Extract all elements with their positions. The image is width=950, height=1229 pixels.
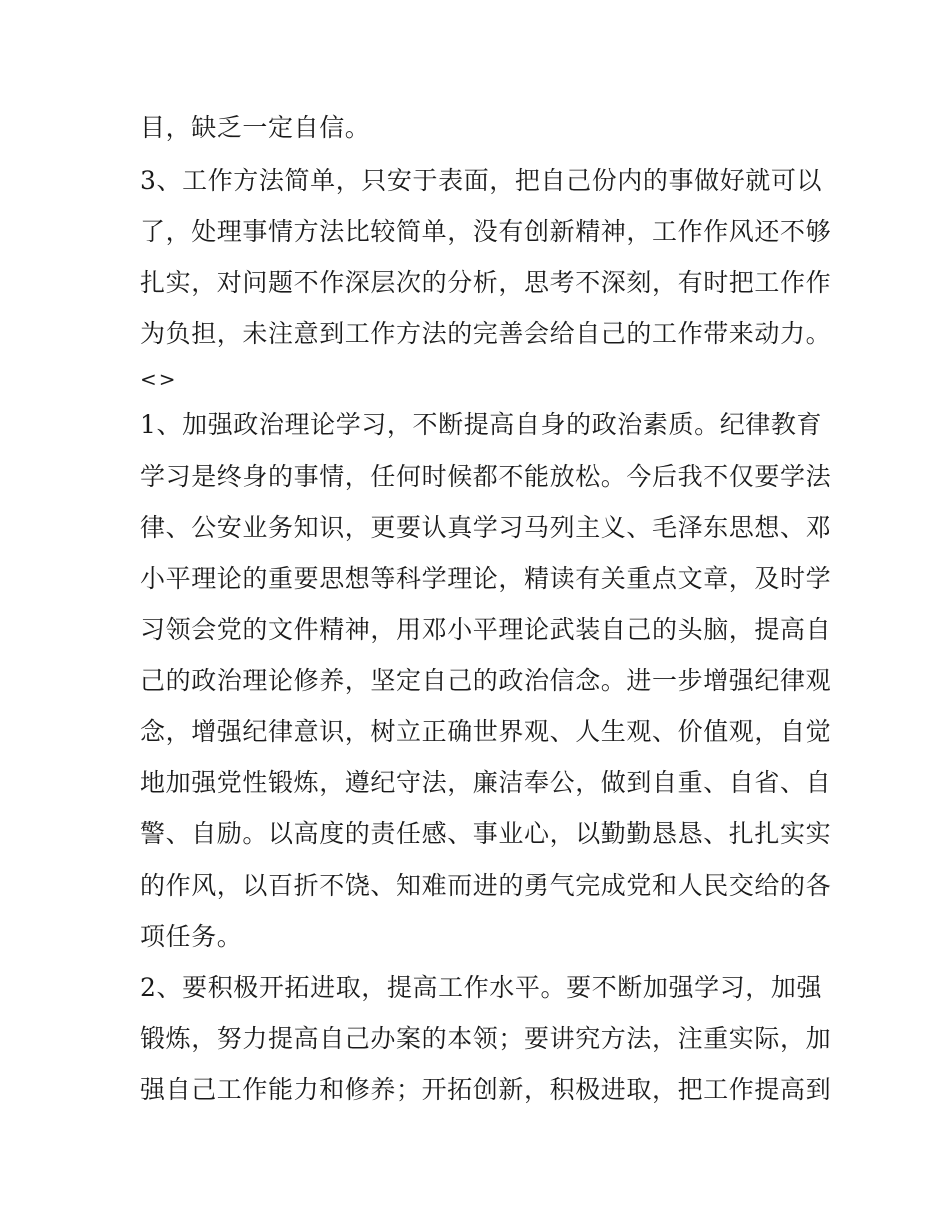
text-line: 扎实，对问题不作深层次的分析，思考不深刻，有时把工作作 — [140, 268, 832, 297]
text-line: 强自己工作能力和修养；开拓创新，积极进取，把工作提高到 — [140, 1075, 832, 1104]
text-line: 小平理论的重要思想等科学理论，精读有关重点文章，及时学 — [140, 564, 832, 593]
section-marker: <> — [140, 367, 178, 391]
text-line: 2、要积极开拓进取，提高工作水平。要不断加强学习，加强 — [140, 973, 823, 1002]
text-line: 锻炼，努力提高自己办案的本领；要讲究方法，注重实际，加 — [140, 1024, 832, 1053]
text-line: 律、公安业务知识，更要认真学习马列主义、毛泽东思想、邓 — [140, 513, 832, 542]
text-line: 目，缺乏一定自信。 — [140, 113, 371, 142]
text-line: 1、加强政治理论学习，不断提高自身的政治素质。纪律教育 — [140, 410, 823, 439]
text-line: 地加强党性锻炼，遵纪守法，廉洁奉公，做到自重、自省、自 — [140, 768, 832, 797]
text-line: 念，增强纪律意识，树立正确世界观、人生观、价值观，自觉 — [140, 717, 832, 746]
text-line: 己的政治理论修养，坚定自己的政治信念。进一步增强纪律观 — [140, 666, 832, 695]
text-line: 的作风，以百折不饶、知难而进的勇气完成党和人民交给的各 — [140, 871, 832, 900]
text-line: 3、工作方法简单，只安于表面，把自己份内的事做好就可以 — [140, 166, 823, 195]
text-line: 为负担，未注意到工作方法的完善会给自己的工作带来动力。 — [140, 319, 832, 348]
text-line: 了，处理事情方法比较简单，没有创新精神，工作作风还不够 — [140, 217, 832, 246]
text-line: 警、自励。以高度的责任感、事业心，以勤勤恳恳、扎扎实实 — [140, 819, 832, 848]
text-line: 项任务。 — [140, 922, 243, 951]
text-line: 学习是终身的事情，任何时候都不能放松。今后我不仅要学法 — [140, 462, 832, 491]
text-line: 习领会党的文件精神，用邓小平理论武装自己的头脑，提高自 — [140, 615, 832, 644]
